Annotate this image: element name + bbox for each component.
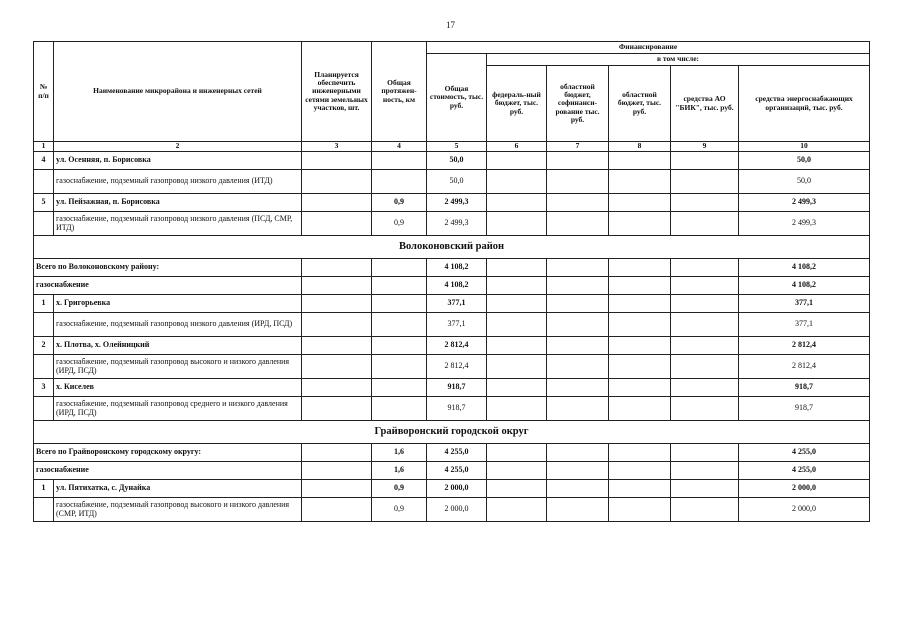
row-name: Всего по Грайворонскому городскому округу: <box>34 444 302 462</box>
column-number: 2 <box>54 142 302 152</box>
row-number: 4 <box>34 152 54 170</box>
row-name: газоснабжение, подземный газопровод низкого давления (ИРД, ПСД) <box>54 313 302 337</box>
region-title: Волоконовский район <box>34 236 870 259</box>
table-row <box>34 480 870 498</box>
row-length: 0,9 <box>372 480 427 498</box>
table-row <box>34 152 870 170</box>
row-energy-funds: 4 108,2 <box>739 277 870 295</box>
header-length: Общая протяжен-ность, км <box>372 42 427 142</box>
region-title: Грайворонский городской округ <box>34 421 870 444</box>
row-empty-cell <box>487 194 547 212</box>
row-name: ул. Пятихатка, с. Дунайка <box>54 480 302 498</box>
row-length <box>372 397 427 421</box>
row-plots <box>302 480 372 498</box>
row-length: 0,9 <box>372 212 427 236</box>
row-plots <box>302 295 372 313</box>
row-plots <box>302 355 372 379</box>
row-length: 1,6 <box>372 462 427 480</box>
row-empty-cell <box>671 379 739 397</box>
column-number: 9 <box>671 142 739 152</box>
column-number: 10 <box>739 142 870 152</box>
region-header-row <box>34 236 870 259</box>
row-length <box>372 152 427 170</box>
table-row <box>34 462 870 480</box>
header-num: № п/п <box>34 42 54 142</box>
row-empty-cell <box>609 170 671 194</box>
row-energy-funds: 377,1 <box>739 313 870 337</box>
row-empty-cell <box>547 295 609 313</box>
row-total-cost: 4 108,2 <box>427 259 487 277</box>
table-row <box>34 259 870 277</box>
row-empty-cell <box>547 194 609 212</box>
row-total-cost: 50,0 <box>427 170 487 194</box>
row-empty-cell <box>547 277 609 295</box>
header-federal: федераль-ный бюджет, тыс. руб. <box>487 66 547 142</box>
row-name: газоснабжение, подземный газопровод высокого и низкого давления (СМР, ИТД) <box>54 498 302 522</box>
row-name: газоснабжение, подземный газопровод высокого и низкого давления (ИРД, ПСД) <box>54 355 302 379</box>
row-number <box>34 212 54 236</box>
row-empty-cell <box>487 212 547 236</box>
row-length <box>372 295 427 313</box>
row-plots <box>302 498 372 522</box>
row-energy-funds: 4 255,0 <box>739 444 870 462</box>
row-empty-cell <box>547 444 609 462</box>
row-empty-cell <box>671 444 739 462</box>
row-empty-cell <box>547 480 609 498</box>
row-empty-cell <box>671 170 739 194</box>
row-empty-cell <box>487 462 547 480</box>
row-plots <box>302 259 372 277</box>
row-name: х. Киселев <box>54 379 302 397</box>
row-number <box>34 397 54 421</box>
table-row <box>34 313 870 337</box>
row-empty-cell <box>671 295 739 313</box>
table-header <box>34 42 870 152</box>
row-energy-funds: 4 108,2 <box>739 259 870 277</box>
row-empty-cell <box>487 355 547 379</box>
row-number: 2 <box>34 337 54 355</box>
row-empty-cell <box>547 313 609 337</box>
table-row <box>34 295 870 313</box>
row-length <box>372 277 427 295</box>
row-number <box>34 355 54 379</box>
row-total-cost: 2 000,0 <box>427 498 487 522</box>
row-empty-cell <box>487 277 547 295</box>
row-empty-cell <box>609 462 671 480</box>
page-number: 17 <box>446 20 455 30</box>
row-energy-funds: 377,1 <box>739 295 870 313</box>
row-empty-cell <box>547 152 609 170</box>
row-length <box>372 259 427 277</box>
row-number: 5 <box>34 194 54 212</box>
row-number <box>34 498 54 522</box>
row-name: газоснабжение <box>34 462 302 480</box>
row-name: газоснабжение <box>34 277 302 295</box>
column-number-row <box>34 142 870 152</box>
header-including: в том числе: <box>487 54 870 66</box>
row-plots <box>302 277 372 295</box>
row-total-cost: 918,7 <box>427 379 487 397</box>
row-total-cost: 2 499,3 <box>427 212 487 236</box>
table-row <box>34 498 870 522</box>
row-empty-cell <box>547 337 609 355</box>
financing-table <box>33 41 870 522</box>
row-empty-cell <box>609 277 671 295</box>
row-empty-cell <box>609 194 671 212</box>
row-empty-cell <box>609 259 671 277</box>
row-total-cost: 2 812,4 <box>427 355 487 379</box>
row-empty-cell <box>671 498 739 522</box>
row-empty-cell <box>547 397 609 421</box>
row-empty-cell <box>609 379 671 397</box>
row-number: 1 <box>34 480 54 498</box>
row-empty-cell <box>671 277 739 295</box>
row-empty-cell <box>547 379 609 397</box>
row-plots <box>302 152 372 170</box>
row-empty-cell <box>487 152 547 170</box>
row-length: 1,6 <box>372 444 427 462</box>
row-length <box>372 170 427 194</box>
row-total-cost: 377,1 <box>427 313 487 337</box>
row-empty-cell <box>487 337 547 355</box>
row-name: Всего по Волоконовскому району: <box>34 259 302 277</box>
row-total-cost: 2 499,3 <box>427 194 487 212</box>
column-number: 7 <box>547 142 609 152</box>
row-name: х. Плотва, х. Олейницкий <box>54 337 302 355</box>
region-header-row <box>34 421 870 444</box>
row-energy-funds: 2 499,3 <box>739 194 870 212</box>
row-length <box>372 379 427 397</box>
row-empty-cell <box>671 462 739 480</box>
row-total-cost: 4 255,0 <box>427 444 487 462</box>
row-total-cost: 2 000,0 <box>427 480 487 498</box>
row-empty-cell <box>547 462 609 480</box>
table-row <box>34 170 870 194</box>
row-name: газоснабжение, подземный газопровод низкого давления (ПСД, СМР, ИТД) <box>54 212 302 236</box>
row-name: газоснабжение, подземный газопровод низкого давления (ИТД) <box>54 170 302 194</box>
row-empty-cell <box>487 259 547 277</box>
row-number: 3 <box>34 379 54 397</box>
table-row <box>34 379 870 397</box>
row-energy-funds: 2 000,0 <box>739 498 870 522</box>
row-plots <box>302 462 372 480</box>
row-empty-cell <box>547 170 609 194</box>
row-empty-cell <box>671 480 739 498</box>
row-plots <box>302 397 372 421</box>
row-empty-cell <box>609 337 671 355</box>
row-energy-funds: 4 255,0 <box>739 462 870 480</box>
row-number <box>34 170 54 194</box>
row-empty-cell <box>609 498 671 522</box>
row-energy-funds: 918,7 <box>739 397 870 421</box>
row-total-cost: 4 255,0 <box>427 462 487 480</box>
row-empty-cell <box>547 355 609 379</box>
table-row <box>34 444 870 462</box>
header-plots: Планируется обеспечить инженерными сетями земельных участков, шт. <box>302 42 372 142</box>
row-empty-cell <box>487 444 547 462</box>
row-empty-cell <box>487 480 547 498</box>
row-empty-cell <box>671 194 739 212</box>
row-name: ул. Осенняя, п. Борисовка <box>54 152 302 170</box>
row-empty-cell <box>609 295 671 313</box>
row-empty-cell <box>547 212 609 236</box>
row-energy-funds: 2 000,0 <box>739 480 870 498</box>
table-body <box>34 152 870 522</box>
row-length <box>372 313 427 337</box>
row-empty-cell <box>487 498 547 522</box>
row-total-cost: 50,0 <box>427 152 487 170</box>
row-empty-cell <box>487 170 547 194</box>
header-energy: средства энергоснабжающих организаций, тыс. руб. <box>739 66 870 142</box>
row-empty-cell <box>487 313 547 337</box>
row-plots <box>302 212 372 236</box>
row-plots <box>302 194 372 212</box>
row-energy-funds: 918,7 <box>739 379 870 397</box>
column-number: 1 <box>34 142 54 152</box>
row-empty-cell <box>609 397 671 421</box>
table-row <box>34 337 870 355</box>
row-empty-cell <box>609 212 671 236</box>
row-empty-cell <box>671 337 739 355</box>
table-row <box>34 355 870 379</box>
row-empty-cell <box>671 397 739 421</box>
row-empty-cell <box>487 397 547 421</box>
row-empty-cell <box>547 259 609 277</box>
row-empty-cell <box>609 444 671 462</box>
row-name: ул. Пейзажная, п. Борисовка <box>54 194 302 212</box>
row-length: 0,9 <box>372 194 427 212</box>
table-row <box>34 397 870 421</box>
row-empty-cell <box>671 355 739 379</box>
column-number: 4 <box>372 142 427 152</box>
header-total-cost: Общая стоимость, тыс. руб. <box>427 54 487 142</box>
table-row <box>34 277 870 295</box>
row-energy-funds: 2 499,3 <box>739 212 870 236</box>
header-regional-cofin: областной бюджет, софинанси-рование тыс. руб. <box>547 66 609 142</box>
row-plots <box>302 337 372 355</box>
row-number <box>34 313 54 337</box>
row-plots <box>302 313 372 337</box>
column-number: 5 <box>427 142 487 152</box>
row-name: х. Григорьевка <box>54 295 302 313</box>
table-row <box>34 194 870 212</box>
row-empty-cell <box>671 212 739 236</box>
row-length: 0,9 <box>372 498 427 522</box>
row-empty-cell <box>609 313 671 337</box>
row-total-cost: 2 812,4 <box>427 337 487 355</box>
column-number: 8 <box>609 142 671 152</box>
row-energy-funds: 2 812,4 <box>739 355 870 379</box>
row-name: газоснабжение, подземный газопровод среднего и низкого давления (ИРД, ПСД) <box>54 397 302 421</box>
header-bik: средства АО "БИК", тыс. руб. <box>671 66 739 142</box>
column-number: 3 <box>302 142 372 152</box>
row-plots <box>302 444 372 462</box>
row-empty-cell <box>609 355 671 379</box>
row-empty-cell <box>547 498 609 522</box>
row-energy-funds: 50,0 <box>739 152 870 170</box>
header-regional: областной бюджет, тыс. руб. <box>609 66 671 142</box>
row-empty-cell <box>609 480 671 498</box>
row-empty-cell <box>609 152 671 170</box>
row-empty-cell <box>487 295 547 313</box>
row-plots <box>302 170 372 194</box>
row-empty-cell <box>671 259 739 277</box>
row-empty-cell <box>671 313 739 337</box>
row-total-cost: 4 108,2 <box>427 277 487 295</box>
row-number: 1 <box>34 295 54 313</box>
row-energy-funds: 2 812,4 <box>739 337 870 355</box>
table-row <box>34 212 870 236</box>
row-total-cost: 377,1 <box>427 295 487 313</box>
row-plots <box>302 379 372 397</box>
row-length <box>372 337 427 355</box>
row-empty-cell <box>671 152 739 170</box>
row-total-cost: 918,7 <box>427 397 487 421</box>
row-energy-funds: 50,0 <box>739 170 870 194</box>
row-length <box>372 355 427 379</box>
column-number: 6 <box>487 142 547 152</box>
header-financing: Финансирование <box>427 42 870 54</box>
row-empty-cell <box>487 379 547 397</box>
header-name: Наименование микрорайона и инженерных сетей <box>54 42 302 142</box>
